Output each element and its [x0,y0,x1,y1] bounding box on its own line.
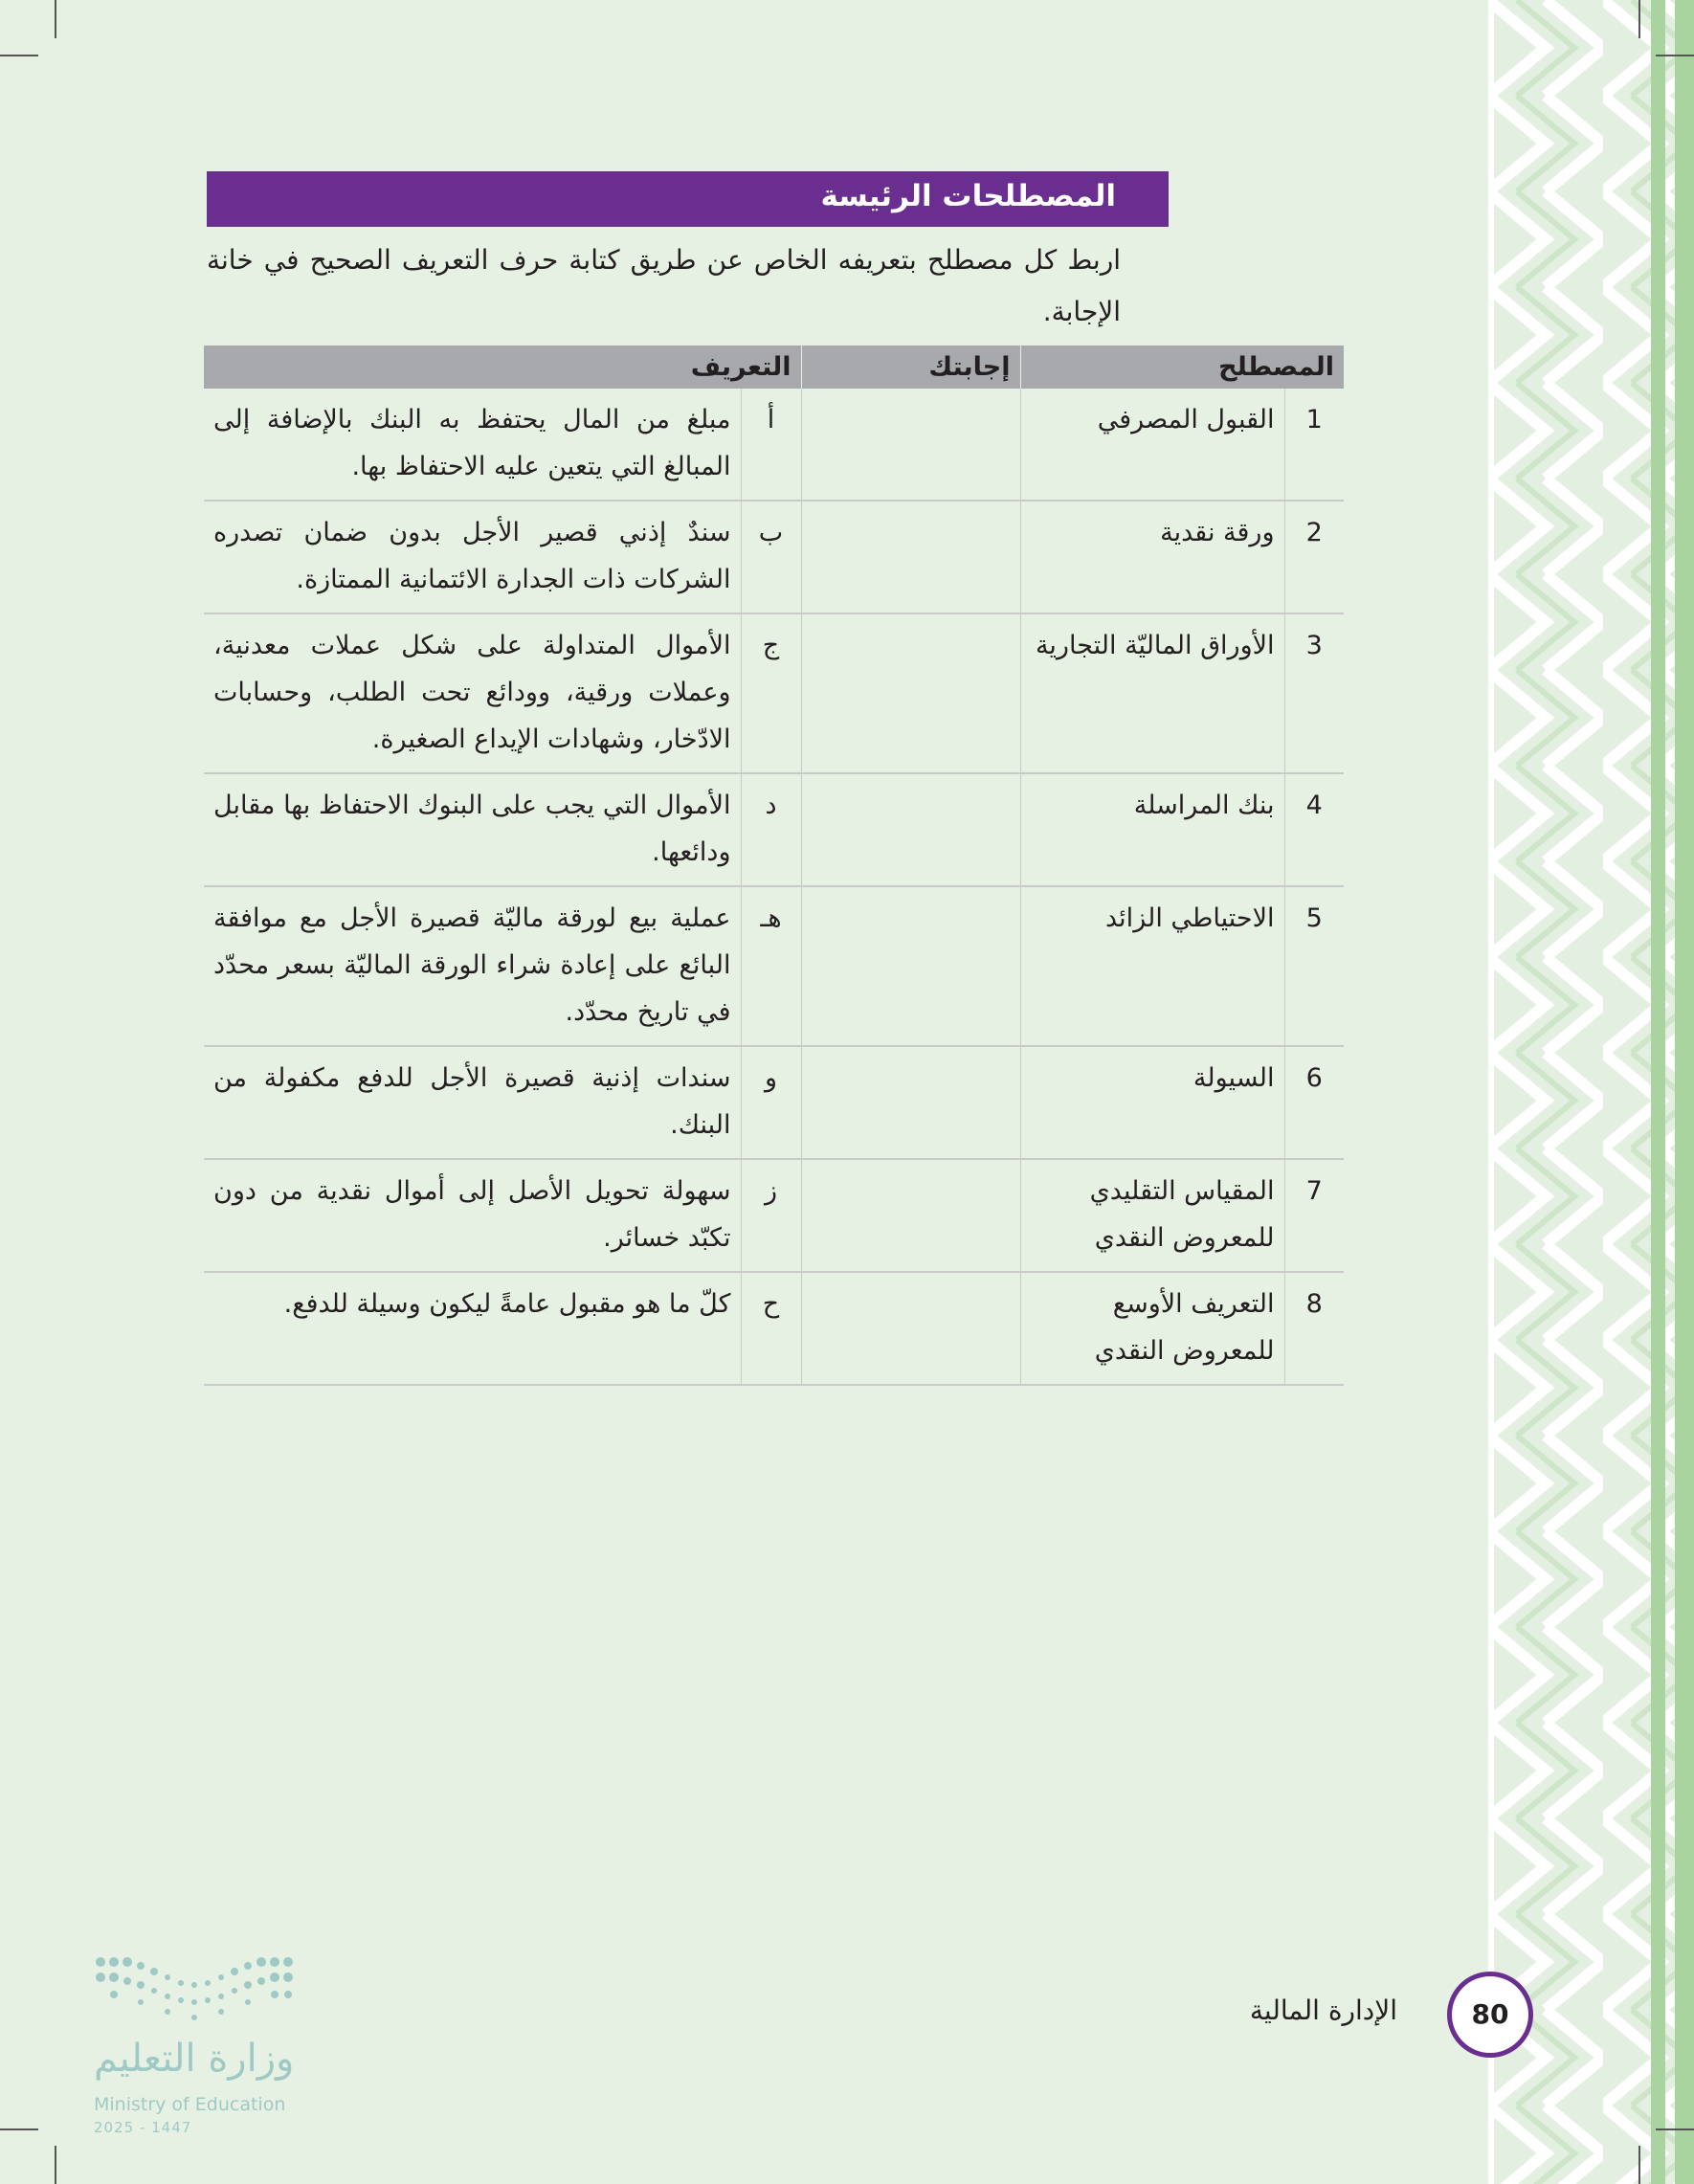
section-heading: المصطلحات الرئيسة [820,179,1116,213]
terms-table [204,345,1344,1386]
term-name: القبول المصرفي [1020,389,1284,501]
term-name: الأوراق الماليّة التجارية [1020,613,1284,773]
table-row [204,613,1344,773]
answer-cell[interactable] [801,613,1020,773]
table-row [204,773,1344,886]
book-title: الإدارة المالية [1249,1995,1397,2026]
answer-cell[interactable] [801,1272,1020,1385]
definition-letter: هـ [741,886,801,1046]
definition-text: الأموال المتداولة على شكل عملات معدنية، وعملات ورقية، وودائع تحت الطلب، وحسابات الادّخار، وشهادات الإيداع الصغيرة. [204,613,741,773]
table-row [204,1046,1344,1159]
term-name: ورقة نقدية [1020,501,1284,613]
crop-mark [0,2128,38,2130]
definition-letter: د [741,773,801,886]
term-number: 6 [1284,1046,1344,1159]
definition-text: مبلغ من المال يحتفظ به البنك بالإضافة إلى المبالغ التي يتعين عليه الاحتفاظ بها. [204,389,741,501]
term-name: التعريف الأوسع للمعروض النقدي [1020,1272,1284,1385]
term-number: 7 [1284,1159,1344,1272]
definition-text: عملية بيع لورقة ماليّة قصيرة الأجل مع موافقة البائع على إعادة شراء الورقة الماليّة بسعر محدّد في تاريخ محدّد. [204,886,741,1046]
crop-mark [1638,0,1640,38]
logo-year-text: 2025 - 1447 [94,2119,192,2136]
term-number: 5 [1284,886,1344,1046]
answer-cell[interactable] [801,886,1020,1046]
answer-cell[interactable] [801,501,1020,613]
term-number: 8 [1284,1272,1344,1385]
header-answer: إجابتك [801,345,1020,389]
table-body [204,389,1344,1385]
table-row [204,1159,1344,1272]
decorative-margin [1488,0,1694,2184]
answer-cell[interactable] [801,389,1020,501]
table-row [204,1272,1344,1385]
table-row [204,501,1344,613]
crop-mark [55,0,56,38]
term-name: الاحتياطي الزائد [1020,886,1284,1046]
definition-text: كلّ ما هو مقبول عامةً ليكون وسيلة للدفع. [204,1272,741,1385]
term-name: السيولة [1020,1046,1284,1159]
definition-letter: ح [741,1272,801,1385]
answer-cell[interactable] [801,1046,1020,1159]
term-name: بنك المراسلة [1020,773,1284,886]
term-number: 4 [1284,773,1344,886]
definition-text: الأموال التي يجب على البنوك الاحتفاظ بها مقابل ودائعها. [204,773,741,886]
crop-mark [0,55,38,56]
term-number: 3 [1284,613,1344,773]
table-row [204,886,1344,1046]
section-heading-bar [207,171,1169,227]
term-name: المقياس التقليدي للمعروض النقدي [1020,1159,1284,1272]
definition-letter: أ [741,389,801,501]
logo-dots-icon [91,1952,311,2029]
definition-letter: ب [741,501,801,613]
crop-mark [1656,2128,1694,2130]
table-header-row [204,345,1344,389]
header-term: المصطلح [1020,345,1344,389]
header-definition: التعريف [204,345,801,389]
term-number: 2 [1284,501,1344,613]
answer-cell[interactable] [801,1159,1020,1272]
answer-cell[interactable] [801,773,1020,886]
logo-english-text: Ministry of Education [94,2094,286,2115]
definition-letter: و [741,1046,801,1159]
page-number: 80 [1447,1972,1533,2058]
definition-letter: ز [741,1159,801,1272]
crop-mark [1638,2146,1640,2184]
zigzag-pattern-icon [1488,0,1694,2184]
table-row [204,389,1344,501]
crop-mark [1656,55,1694,56]
definition-letter: ج [741,613,801,773]
definition-text: سندات إذنية قصيرة الأجل للدفع مكفولة من البنك. [204,1046,741,1159]
definition-text: سهولة تحويل الأصل إلى أموال نقدية من دون تكبّد خسائر. [204,1159,741,1272]
term-number: 1 [1284,389,1344,501]
definition-text: سندٌ إذني قصير الأجل بدون ضمان تصدره الشركات ذات الجدارة الائتمانية الممتازة. [204,501,741,613]
crop-mark [55,2146,56,2184]
instructions-text: اربط كل مصطلح بتعريفه الخاص عن طريق كتابة حرف التعريف الصحيح في خانة الإجابة. [207,244,1121,327]
logo-arabic-text: وزارة التعليم [94,2037,295,2081]
